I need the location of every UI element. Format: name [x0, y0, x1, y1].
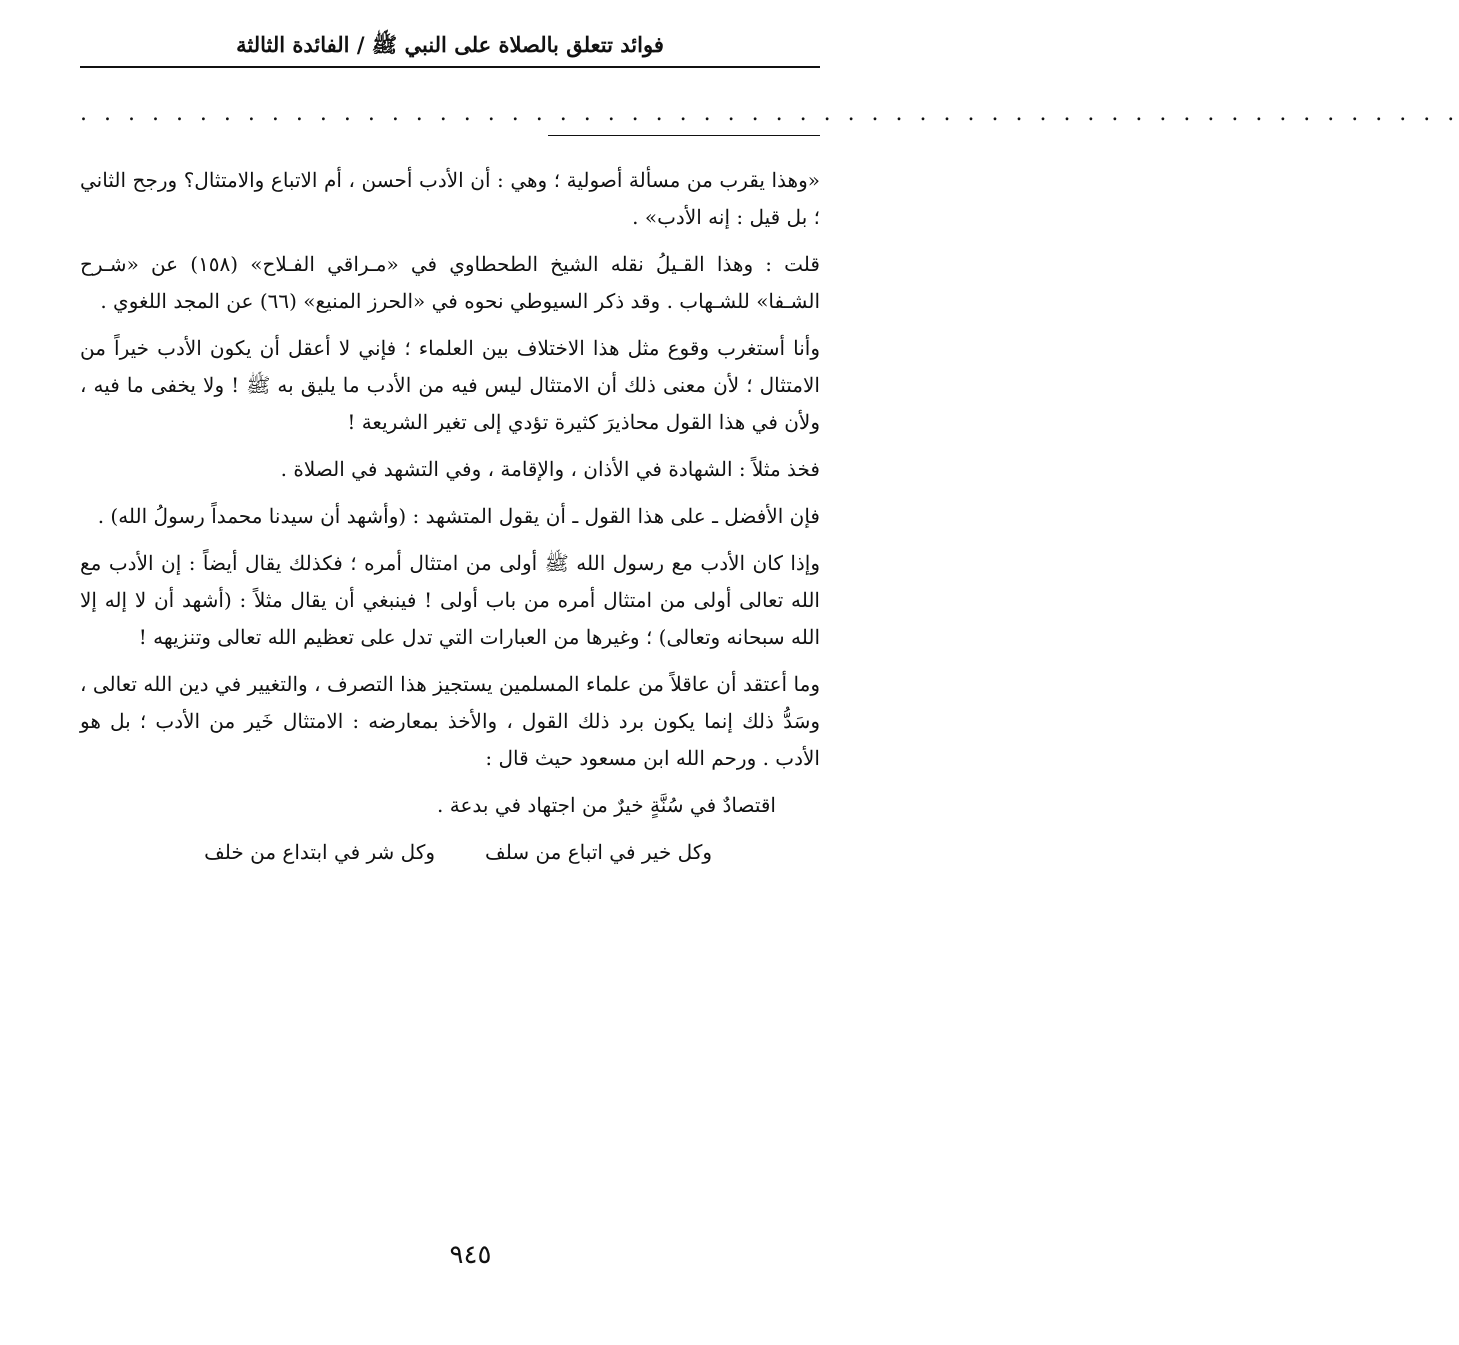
page-number: ٩٤٥	[449, 1240, 492, 1270]
paragraph-afdal: فإن الأفضل ـ على هذا القول ـ أن يقول المتشهد : (وأشهد أن سيدنا محمداً رسولُ الله) .	[97, 504, 820, 528]
paragraph-conclusion: وما أعتقد أن عاقلاً من علماء المسلمين يستجيز هذا التصرف ، والتغيير في دين الله تعالى ، وسَدُّ ذلك إنما يكون برد ذلك القول ، والأخذ بمعارضه : الامتثال خَير من الأدب ؛ بل هو الأدب . ورحم الله ابن مسعود حيث قال :	[80, 672, 820, 770]
ibn-masud-quote: اقتصادٌ في سُنَّةٍ خيرٌ من اجتهاد في بدعة .	[437, 793, 776, 817]
verse-first-hemistich: وكل خير في اتباع من سلف	[485, 840, 712, 864]
running-header: فوائد تتعلق بالصلاة على النبي ﷺ / الفائدة الثالثة	[236, 32, 664, 57]
paragraph-adab-allah: وإذا كان الأدب مع رسول الله ﷺ أولى من امتثال أمره ؛ فكذلك يقال أيضاً : إن الأدب مع الله تعالى أولى من امتثال أمره من باب أولى ! فينبغي أن يقال مثلاً : (أشهد أن لا إله إلا الله سبحانه وتعالى) ؛ وغيرها من العبارات التي تدل على تعظيم الله تعالى وتنزيهه !	[80, 551, 820, 649]
paragraph-tahtawi: قلت : وهذا القـيلُ نقله الشيخ الطحطاوي في «مـراقي الفـلاح» (١٥٨) عن «شـرح الشـفا» للشـهاب . وقد ذكر السيوطي نحوه في «الحرز المنيع» (٦٦) عن المجد اللغوي .	[80, 252, 820, 313]
header-rule	[80, 66, 820, 68]
footnote-rule	[548, 135, 820, 136]
verse-second-hemistich: وكل شر في ابتداع من خلف	[204, 840, 436, 864]
body-text	[80, 162, 820, 871]
paragraph-example: فخذ مثلاً : الشهادة في الأذان ، والإقامة ، وفي التشهد في الصلاة .	[280, 457, 820, 481]
dotted-separator: . . . . . . . . . . . . . . . . . . . . . . . . . . . . . . . . . . . . . . . . . . . . . . . . . . . . . . . . . .	[80, 101, 1459, 126]
poetry-verse	[80, 834, 820, 871]
paragraph-istighrab: وأنا أستغرب وقوع مثل هذا الاختلاف بين العلماء ؛ فإني لا أعقل أن يكون الأدب خيراً من الامتثال ؛ لأن معنى ذلك أن الامتثال ليس فيه من الأدب ما يليق به ﷺ ! ولا يخفى ما فيه ، ولأن في هذا القول محاذيرَ كثيرة تؤدي إلى تغير الشريعة !	[80, 336, 820, 434]
paragraph-quote-adab: «وهذا يقرب من مسألة أصولية ؛ وهي : أن الأدب أحسن ، أم الاتباع والامتثال؟ ورجح الثاني ؛ بل قيل : إنه الأدب» .	[80, 168, 820, 229]
